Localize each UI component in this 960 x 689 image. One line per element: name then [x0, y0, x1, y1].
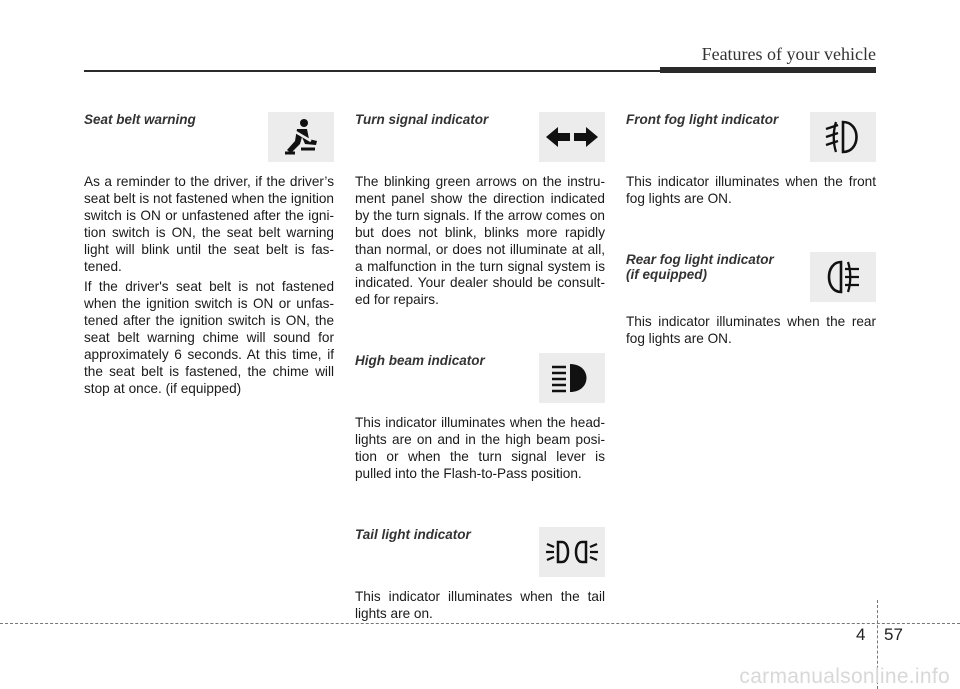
front-fog-light-icon	[810, 112, 876, 162]
section-paragraph: This indicator illuminates when the head-lights are on and in the high beam posi-tion or when the turn signal lever is pulled into the Flash-to-Pass position.	[355, 415, 605, 481]
page-header-title: Features of your vehicle	[701, 44, 876, 64]
watermark: carmanualsonline.info	[739, 665, 950, 688]
section-heading: Rear fog light indicator (if equipped)	[626, 251, 774, 282]
chapter-number: 4	[856, 625, 866, 644]
turn-signal-arrows-icon	[539, 112, 605, 162]
section-turn-signal	[355, 112, 605, 309]
section-heading: Tail light indicator	[355, 526, 471, 542]
column-2	[355, 112, 605, 645]
high-beam-icon	[539, 353, 605, 403]
section-high-beam	[355, 353, 605, 483]
section-paragraph: This indicator illuminates when the rear fog lights are ON.	[626, 313, 876, 346]
section-heading: Seat belt warning	[84, 112, 196, 127]
section-tail-light	[355, 527, 605, 623]
column-1	[84, 112, 334, 420]
section-heading: Turn signal indicator	[355, 112, 489, 127]
page-number: 57	[884, 625, 903, 644]
section-front-fog-light	[626, 112, 876, 208]
section-paragraph: If the driver's seat belt is not fastened when the ignition switch is ON or unfas-tened after the ignition switch is ON, the seat belt warning chime will sound for approximately 6 seconds. At this time, if the seat belt is fastened, the chime will stop at once. (if equipped)	[84, 279, 334, 396]
header-rule-thick	[660, 67, 876, 73]
section-rear-fog-light	[626, 252, 876, 348]
rear-fog-light-icon	[810, 252, 876, 302]
section-paragraph: This indicator illuminates when the front fog lights are ON.	[626, 174, 876, 206]
section-seat-belt-warning	[84, 112, 334, 398]
tail-light-icon	[539, 527, 605, 577]
section-heading: Front fog light indicator	[626, 112, 779, 127]
section-heading: High beam indicator	[355, 353, 485, 369]
footer-rule	[0, 623, 960, 624]
section-paragraph: The blinking green arrows on the instru-ment panel show the direction indicated by the turn signals. If the arrow comes on but does not blink, blinks more rapidly than normal, or does not illuminate at all, a malfunction in the turn signal system is indicated. Your dealer should be consult-ed for repairs.	[355, 174, 605, 308]
section-paragraph: This indicator illuminates when the tail lights are on.	[355, 588, 605, 621]
column-3	[626, 112, 876, 370]
header-rule	[84, 70, 660, 72]
seat-belt-warning-icon	[268, 112, 334, 162]
section-paragraph: As a reminder to the driver, if the driver’s seat belt is not fastened when the ignition switch is ON or unfastened after the igni-tion switch is ON, the seat belt warning light will blink until the seat belt is fas-tened.	[84, 174, 334, 274]
